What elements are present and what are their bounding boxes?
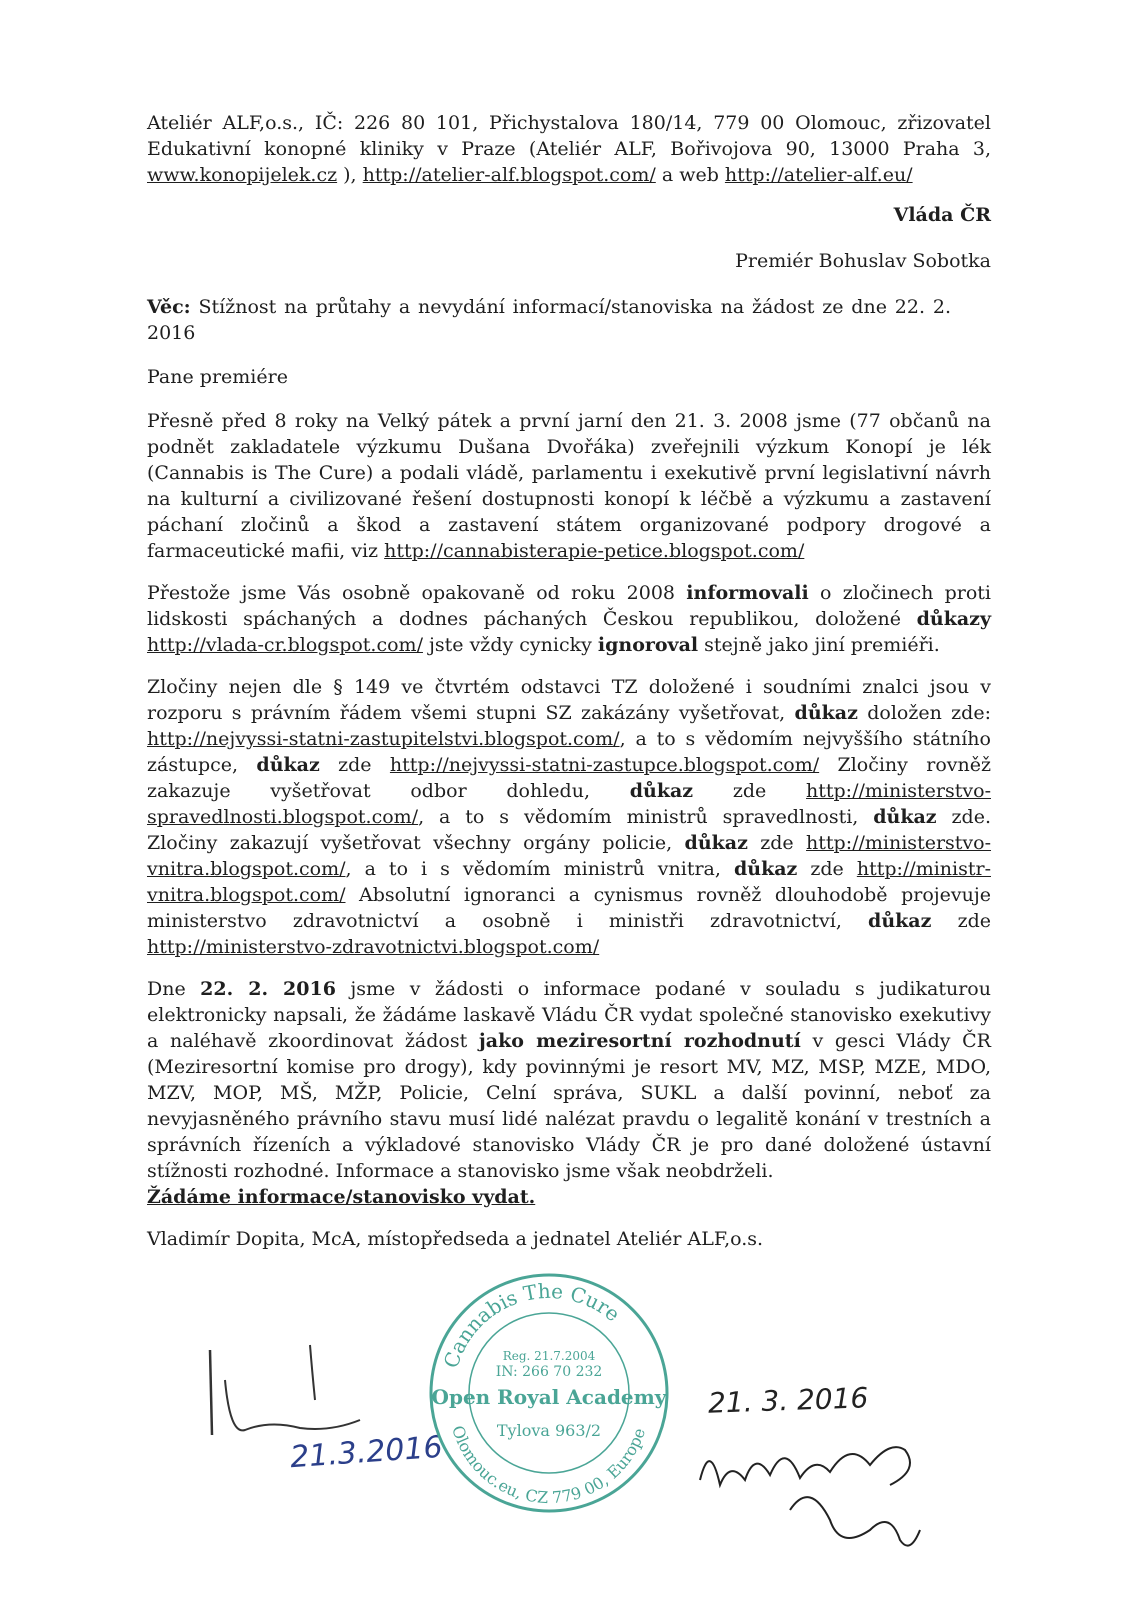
sender-header [147, 110, 991, 188]
p4-bold-meziresortni: jako meziresortní rozhodnutí [478, 1030, 801, 1052]
stamp-bottom-arc: Olomouc.eu, CZ 779 00, Europe [448, 1423, 650, 1508]
p2-bold-dukazy: důkazy [916, 608, 991, 630]
p3-dukaz: důkaz [868, 910, 932, 932]
ministr-vnitra-link[interactable]: http://ministr-vnitra.blogspot.com/ [147, 858, 991, 906]
petice-link[interactable]: http://cannabisterapie-petice.blogspot.com/ [384, 540, 805, 562]
p4-text: Dne [147, 978, 201, 1000]
p3-dukaz: důkaz [873, 806, 937, 828]
p3-text: , a to s vědomím ministrů spravedlnosti, [418, 806, 874, 828]
p3-dukaz: důkaz [629, 780, 694, 802]
nsz-zastupce-link[interactable]: http://nejvyssi-statni-zastupce.blogspot.com/ [389, 754, 820, 776]
p3-text: doložen zde: [857, 702, 991, 724]
signature-left [200, 1340, 380, 1450]
vlada-cr-link[interactable]: http://vlada-cr.blogspot.com/ [147, 634, 423, 656]
demand-line: Žádáme informace/stanovisko vydat. [147, 1186, 536, 1208]
handwritten-date-right: 21. 3. 2016 [707, 1381, 869, 1420]
p3-text: zde [797, 858, 857, 880]
ms-zdravotnictvi-link[interactable]: http://ministerstvo-zdravotnictvi.blogspot.com/ [147, 936, 600, 958]
stamp-street: Tylova 963/2 [496, 1421, 602, 1440]
p3-dukaz: důkaz [256, 754, 320, 776]
subject-text: Stížnost na průtahy a nevydání informací/stanoviska na žádost ze dne 22. 2. 2016 [147, 296, 951, 344]
paragraph-4 [147, 976, 991, 1210]
paragraph-3 [147, 674, 991, 960]
p3-text: zde [747, 832, 807, 854]
p2-bold-informovali: informovali [686, 582, 809, 604]
p3-text: zde [693, 780, 807, 802]
subject-label: Věc: [147, 296, 191, 318]
p4-text: jsme v žádosti o informace podané v souladu s judikaturou elektronicky napsali, že žádáme laskavě Vládu ČR vydat společné stanovisko exekutivy a naléhavě zkoordinovat žádost [147, 978, 991, 1052]
p3-text: , a to s vědomím nejvyššího státního zástupce, [147, 728, 991, 776]
p3-text: , a to i s vědomím ministrů vnitra, [345, 858, 734, 880]
subject-line [147, 294, 991, 346]
salutation: Pane premiére [147, 366, 288, 388]
konopijelek-link[interactable]: www.konopijelek.cz [147, 164, 338, 186]
p2-text-c: o zločinech proti lidskosti spáchaných a dodnes páchaných Českou republikou, doložené [147, 582, 991, 630]
p3-dukaz: důkaz [794, 702, 858, 724]
atelier-web-link[interactable]: http://atelier-alf.eu/ [724, 164, 913, 186]
handwritten-date-left: 21.3.2016 [288, 1429, 444, 1476]
stamp-middle: Open Royal Academy [431, 1385, 667, 1409]
paragraph-2 [147, 580, 991, 658]
signature-right [690, 1410, 930, 1560]
recipient-person: Premiér Bohuslav Sobotka [735, 250, 991, 272]
stamp-in: IN: 266 70 232 [495, 1364, 603, 1380]
letter [147, 110, 991, 1252]
p4-date: 22. 2. 2016 [200, 978, 336, 1000]
paragraph-1 [147, 408, 991, 564]
p3-text: Zločiny nejen dle § 149 ve čtvrtém odstavci TZ doložené i soudními znalci jsou v rozporu s právním řádem všemi stupni SZ zakázány vyšetřovat, [147, 676, 991, 724]
p3-text: Absolutní ignoranci a cynismus rovněž dlouhodobě projevuje ministerstvo zdravotnictví a osobně i ministři zdravotnictví, [147, 884, 991, 932]
nsz-blog-link[interactable]: http://nejvyssi-statni-zastupitelstvi.blogspot.com/ [147, 728, 620, 750]
ms-spravedlnosti-link[interactable]: http://ministerstvo-spravedlnosti.blogspot.com/ [147, 780, 991, 828]
p2-bold-ignoroval: ignoroval [597, 634, 699, 656]
p4-text: v gesci Vlády ČR (Meziresortní komise pro drogy), kdy povinnými je resort MV, MZ, MSP, MZE, MDO, MZV, MOP, MŠ, MŽP, Policie, Celní správa, SUKL a další povinní, neboť za nevyjasněného právního stavu musí lidé nalézat pravdu o legalitě konání v trestních a správních řízeních a výkladové stanovisko Vlády ČR je pro dané doložené ústavní stížnosti rozhodné. Informace a stanovisko jsme však neobdrželi. [147, 1030, 991, 1182]
p3-text: zde [931, 910, 991, 932]
recipient-org-text: Vláda ČR [893, 204, 991, 226]
atelier-blog-link[interactable]: http://atelier-alf.blogspot.com/ [362, 164, 656, 186]
p2-text-a: Přestože jsme Vás osobně opakovaně od roku 2008 [147, 582, 687, 604]
p3-text: zde [319, 754, 390, 776]
sender-text: Ateliér ALF,o.s., IČ: 226 80 101, Přichystalova 180/14, 779 00 Olomouc, zřizovatel Edukativní konopné kliniky v Praze (Ateliér ALF, Bořivojova 90, 13000 Praha 3, [147, 112, 991, 160]
p1-text: Přesně před 8 roky na Velký pátek a první jarní den 21. 3. 2008 jsme (77 občanů na podnět zakladatele výzkumu Dušana Dvořáka) zveřejnili výzkum Konopí je lék (Cannabis is The Cure) a podali vládě, parlamentu i exekutivě první legislativní návrh na kulturní a civilizované řešení dostupnosti konopí k léčbě a výzkumu a zastavení páchaní zločinů a škod a zastavení státem organizované podpory drogové a farmaceutické mafii, viz [147, 410, 991, 562]
signature-line: Vladimír Dopita, McA, místopředseda a jednatel Ateliér ALF,o.s. [147, 1228, 764, 1250]
p3-text: zde. Zločiny zakazují vyšetřovat všechny orgány policie, [147, 806, 991, 854]
ms-vnitra-link[interactable]: http://ministerstvo-vnitra.blogspot.com/ [147, 832, 992, 880]
stamp-top-arc: Cannabis The Cure [438, 1278, 625, 1371]
p3-dukaz: důkaz [684, 832, 748, 854]
p2-text-e: stejně jako jiní premiéři. [698, 634, 940, 656]
header-sep-2: a web [655, 164, 725, 186]
header-sep: ), [337, 164, 363, 186]
recipient-org [147, 202, 991, 228]
stamp-reg: Reg. 21.7.2004 [502, 1349, 596, 1363]
p2-text-d: jste vždy cynicky [422, 634, 598, 656]
p3-text: Zločiny rovněž zakazuje vyšetřovat odbor dohledu, [147, 754, 992, 802]
round-stamp [424, 1268, 674, 1518]
p3-dukaz: důkaz [733, 858, 798, 880]
